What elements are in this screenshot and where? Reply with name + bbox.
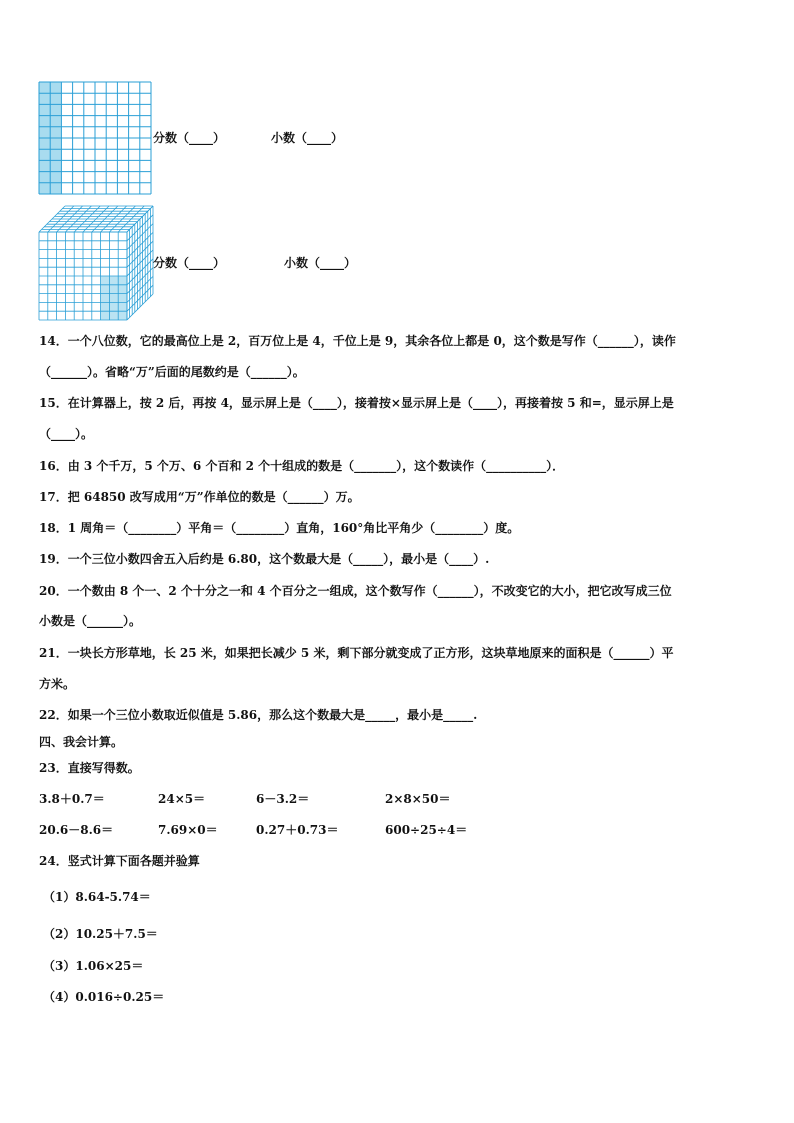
question-24: 24．竖式计算下面各题并验算	[39, 854, 200, 868]
hundred-grid	[38, 81, 152, 195]
thousand-cube-figure	[38, 205, 154, 321]
cube-fraction-label: 分数（____）	[153, 256, 226, 270]
question-18: 18．1 周角＝（________）平角＝（________）直角，160°角比平角少（________）度。	[39, 521, 520, 535]
question-21-line-1: 21．一块长方形草地，长 25 米，如果把长减少 5 米，剩下部分就变成了正方形，这块草地原来的面积是（______）平	[39, 646, 674, 660]
oral-calc-item: 6－3.2＝	[256, 792, 310, 806]
cube-decimal-label: 小数（____）	[284, 256, 357, 270]
question-22: 22．如果一个三位小数取近似值是 5.86，那么这个数最大是_____，最小是_____.	[39, 708, 478, 722]
oral-calc-item: 0.27＋0.73＝	[256, 823, 339, 837]
question-20-line-2: 小数是（______）。	[39, 614, 142, 628]
written-calc-problem-4: （4）0.016÷0.25＝	[43, 990, 165, 1004]
oral-calc-item: 24×5＝	[158, 792, 206, 806]
oral-calc-item: 600÷25÷4＝	[385, 823, 468, 837]
question-15-line-2: （____）。	[39, 427, 94, 441]
question-15-line-1: 15．在计算器上，按 2 后，再按 4，显示屏上是（____），接着按×显示屏上是（____），再接着按 5 和=，显示屏上是	[39, 396, 674, 410]
written-calc-problem-2: （2）10.25＋7.5＝	[43, 927, 158, 941]
question-14-line-1: 14．一个八位数，它的最高位上是 2，百万位上是 4，千位上是 9，其余各位上都是 0，这个数是写作（______），读作	[39, 334, 676, 348]
hundred-grid-figure	[38, 81, 152, 195]
oral-calc-item: 2×8×50＝	[385, 792, 451, 806]
oral-calc-item: 20.6－8.6＝	[39, 823, 114, 837]
grid-fraction-label: 分数（____）	[153, 131, 226, 145]
question-16: 16．由 3 个千万，5 个万、6 个百和 2 个十组成的数是（_______），这个数读作（__________）．	[39, 459, 565, 473]
oral-calc-item: 7.69×0＝	[158, 823, 218, 837]
question-19: 19．一个三位小数四舍五入后约是 6.80，这个数最大是（_____），最小是（____）.	[39, 552, 490, 566]
grid-decimal-label: 小数（____）	[271, 131, 344, 145]
question-17: 17．把 64850 改写成用“万”作单位的数是（______）万。	[39, 490, 360, 504]
thousand-cube	[38, 205, 154, 321]
oral-calc-item: 3.8＋0.7＝	[39, 792, 105, 806]
question-20-line-1: 20．一个数由 8 个一、2 个十分之一和 4 个百分之一组成，这个数写作（______），不改变它的大小，把它改写成三位	[39, 584, 672, 598]
question-21-line-2: 方米。	[39, 677, 76, 691]
section-4-heading: 四、我会计算。	[39, 735, 124, 749]
question-23: 23．直接写得数。	[39, 761, 140, 775]
shaded-cubes	[101, 276, 127, 320]
written-calc-problem-1: （1）8.64-5.74＝	[43, 890, 151, 904]
written-calc-problem-3: （3）1.06×25＝	[43, 959, 144, 973]
question-14-line-2: （______）。省略“万”后面的尾数约是（______）。	[39, 365, 305, 379]
